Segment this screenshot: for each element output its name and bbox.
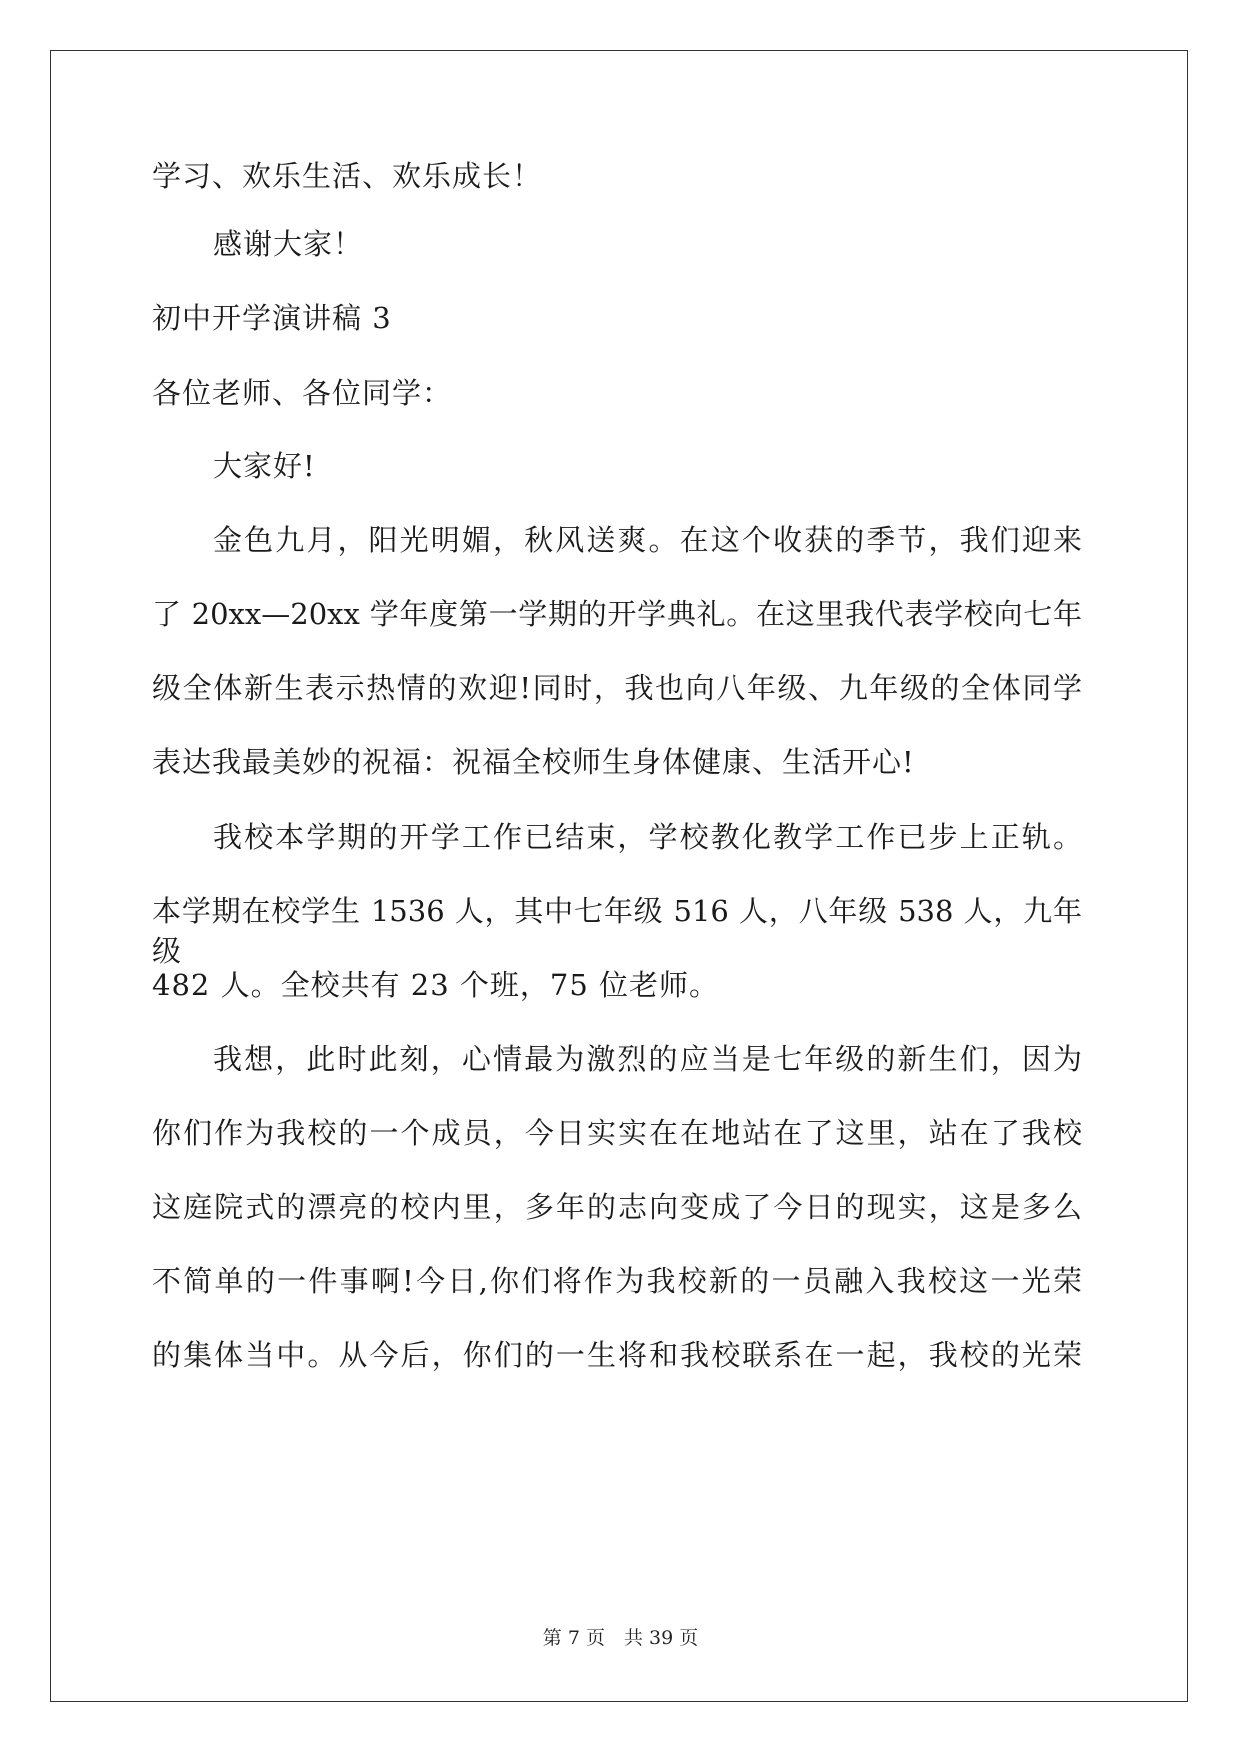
paragraph-1-line-2: 了 20xx—20xx 学年度第一学期的开学典礼。在这里我代表学校向七年 bbox=[152, 597, 1082, 631]
paragraph-2-line-1: 我校本学期的开学工作已结束，学校教化教学工作已步上正轨。 bbox=[213, 820, 1082, 854]
paragraph-1-line-3: 级全体新生表示热情的欢迎!同时，我也向八年级、九年级的全体同学 bbox=[152, 671, 1082, 705]
text-line-2: 感谢大家！ bbox=[213, 227, 364, 261]
paragraph-3-line-5: 的集体当中。从今后，你们的一生将和我校联系在一起，我校的光荣 bbox=[152, 1338, 1082, 1372]
text-line-1: 学习、欢乐生活、欢乐成长！ bbox=[152, 159, 543, 193]
paragraph-1-line-1: 金色九月，阳光明媚，秋风送爽。在这个收获的季节，我们迎来 bbox=[213, 523, 1082, 557]
paragraph-2-line-2: 本学期在校学生 1536 人，其中七年级 516 人，八年级 538 人，九年级 bbox=[152, 894, 1082, 968]
salutation: 各位老师、各位同学： bbox=[152, 376, 453, 410]
paragraph-3-line-4: 不简单的一件事啊!今日,你们将作为我校新的一员融入我校这一光荣 bbox=[152, 1264, 1082, 1298]
paragraph-1-line-4: 表达我最美妙的祝福：祝福全校师生身体健康、生活开心! bbox=[152, 745, 915, 779]
paragraph-3-line-3: 这庭院式的漂亮的校内里，多年的志向变成了今日的现实，这是多么 bbox=[152, 1190, 1082, 1224]
page-number: 第 7 页 共 39 页 bbox=[542, 1627, 699, 1649]
paragraph-3-line-2: 你们作为我校的一个成员，今日实实在在地站在了这里，站在了我校 bbox=[152, 1116, 1082, 1150]
section-title: 初中开学演讲稿 3 bbox=[152, 301, 392, 335]
paragraph-3-line-1: 我想，此时此刻，心情最为激烈的应当是七年级的新生们，因为 bbox=[213, 1042, 1082, 1076]
greeting: 大家好! bbox=[213, 449, 316, 483]
paragraph-2-line-3: 482 人。全校共有 23 个班，75 位老师。 bbox=[152, 968, 720, 1002]
